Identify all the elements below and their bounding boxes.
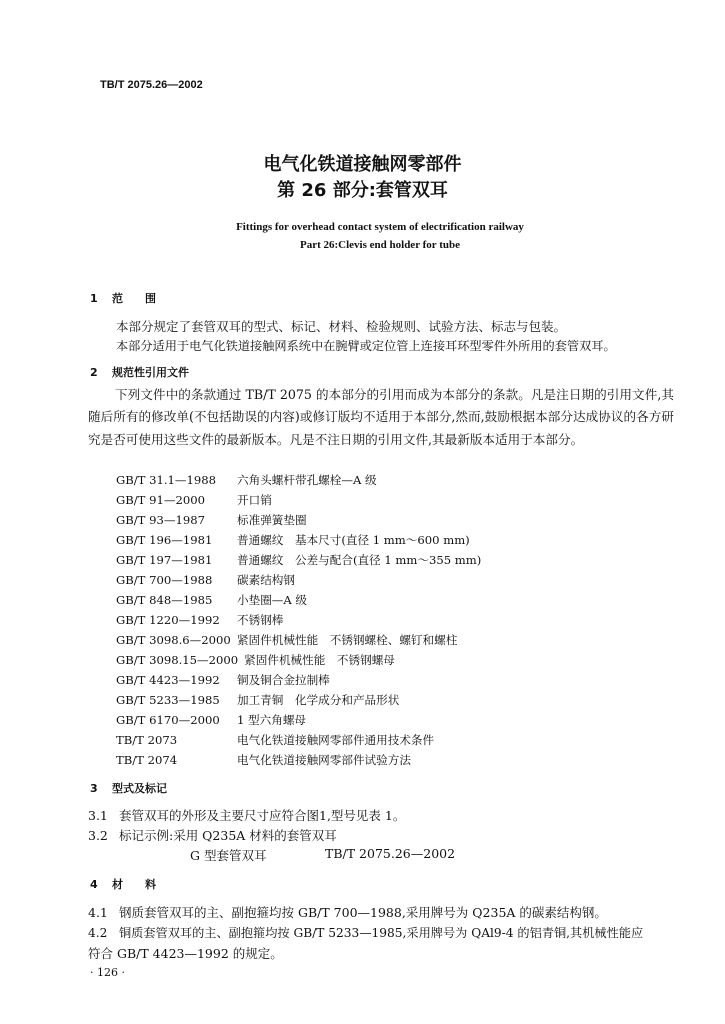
reference-item xyxy=(116,692,399,708)
section-number: 3 xyxy=(90,782,98,795)
reference-title: 电气化铁道接触网零部件试验方法 xyxy=(237,753,411,767)
section-2-paragraph: 下列文件中的条款通过 TB/T 2075 的本部分的引用而成为本部分的条款。凡是注日期的引用文件,其随后所有的修改单(不包括勘误的内容)或修订版均不适用于本部分,然而,鼓励根据本部分达成协议的各方研究是否可使用这些文件的最新版本。凡是不注日期的引用文件,其最新版本适用于本部分。 xyxy=(88,387,674,447)
reference-item xyxy=(116,592,307,608)
reference-code: GB/T 3098.15—2000 xyxy=(116,653,239,667)
reference-title: 铜及铜合金拉制棒 xyxy=(237,673,330,687)
reference-code: GB/T 5233—1985 xyxy=(116,693,220,707)
section-3-heading xyxy=(90,780,167,796)
reference-item xyxy=(116,652,395,668)
section-1-paragraph-1: 本部分规定了套管双耳的型式、标记、材料、检验规则、试验方法、标志与包装。 xyxy=(116,319,567,334)
reference-item xyxy=(116,552,481,568)
clause-3-1 xyxy=(88,806,405,824)
reference-title: 开口销 xyxy=(237,493,272,507)
reference-code: GB/T 197—1981 xyxy=(116,553,213,567)
clause-4-2-continuation: 符合 GB/T 4423—1992 的规定。 xyxy=(88,946,283,961)
title-chinese-line1: 电气化铁道接触网零部件 xyxy=(263,154,462,175)
marking-example-code: TB/T 2075.26—2002 xyxy=(325,846,456,861)
standard-code: TB/T 2075.26—2002 xyxy=(100,79,203,91)
reference-title: 小垫圈—A 级 xyxy=(237,593,308,607)
reference-item xyxy=(116,572,295,588)
section-number: 2 xyxy=(90,366,98,379)
section-title: 范 围 xyxy=(112,292,156,305)
reference-item xyxy=(116,632,457,648)
reference-code: GB/T 196—1981 xyxy=(116,533,213,547)
reference-code: GB/T 3098.6—2000 xyxy=(116,633,231,647)
section-title: 材 料 xyxy=(112,878,156,891)
clause-number: 3.2 xyxy=(88,828,108,843)
page-number: · 126 · xyxy=(90,966,125,979)
reference-title: 普通螺纹 公差与配合(直径 1 mm～355 mm) xyxy=(237,553,482,567)
reference-title: 紧固件机械性能 不锈钢螺栓、螺钉和螺柱 xyxy=(237,633,458,647)
reference-item xyxy=(116,672,330,688)
clause-number: 3.1 xyxy=(88,808,108,823)
reference-code: GB/T 4423—1992 xyxy=(116,673,220,687)
reference-code: GB/T 93—1987 xyxy=(116,513,205,527)
clause-3-2 xyxy=(88,826,337,844)
clause-number: 4.2 xyxy=(88,926,108,940)
section-number: 1 xyxy=(90,292,98,305)
reference-code: GB/T 1220—1992 xyxy=(116,613,220,627)
section-title: 型式及标记 xyxy=(112,782,167,795)
reference-code: GB/T 700—1988 xyxy=(116,573,213,587)
reference-title: 碳素结构钢 xyxy=(237,573,295,587)
reference-title: 标准弹簧垫圈 xyxy=(237,513,307,527)
reference-item xyxy=(116,492,272,508)
reference-title: 加工青铜 化学成分和产品形状 xyxy=(237,693,400,707)
reference-item xyxy=(116,472,377,488)
clause-4-2 xyxy=(88,924,643,941)
clause-text: 标记示例:采用 Q235A 材料的套管双耳 xyxy=(119,828,337,843)
reference-title: 不锈钢棒 xyxy=(237,613,284,627)
marking-example-name: G 型套管双耳 xyxy=(190,848,267,863)
section-4-heading xyxy=(90,876,156,892)
reference-code: GB/T 848—1985 xyxy=(116,593,213,607)
reference-title: 普通螺纹 基本尺寸(直径 1 mm～600 mm) xyxy=(237,533,470,547)
reference-item xyxy=(116,732,434,748)
reference-code: GB/T 31.1—1988 xyxy=(116,473,217,487)
reference-code: TB/T 2074 xyxy=(116,753,178,767)
reference-title: 电气化铁道接触网零部件通用技术条件 xyxy=(237,733,435,747)
section-1-heading xyxy=(90,290,156,306)
clause-text: 套管双耳的外形及主要尺寸应符合图1,型号见表 1。 xyxy=(119,808,406,823)
reference-item xyxy=(116,612,283,628)
reference-title: 1 型六角螺母 xyxy=(237,713,307,727)
title-english-line2: Part 26:Clevis end holder for tube xyxy=(300,239,460,251)
section-title: 规范性引用文件 xyxy=(112,366,189,379)
reference-item xyxy=(116,752,411,768)
reference-code: TB/T 2073 xyxy=(116,733,178,747)
reference-item xyxy=(116,712,306,728)
clause-4-1 xyxy=(88,903,607,921)
section-1-paragraph-2: 本部分适用于电气化铁道接触网系统中在腕臂或定位管上连接耳环型零件外所用的套管双耳。 xyxy=(116,339,616,353)
title-english-line1: Fittings for overhead contact system of electrification railway xyxy=(236,221,524,233)
reference-code: GB/T 91—2000 xyxy=(116,493,205,507)
clause-text: 钢质套管双耳的主、副抱箍均按 GB/T 700—1988,采用牌号为 Q235A 的碳素结构钢。 xyxy=(119,905,607,920)
clause-text: 铜质套管双耳的主、副抱箍均按 GB/T 5233—1985,采用牌号为 QAl9-4 的铝青铜,其机械性能应 xyxy=(119,926,644,940)
reference-code: GB/T 6170—2000 xyxy=(116,713,220,727)
reference-item xyxy=(116,532,470,548)
section-number: 4 xyxy=(90,878,98,891)
title-chinese-line2: 第 26 部分:套管双耳 xyxy=(277,180,448,201)
reference-item xyxy=(116,512,307,528)
section-2-heading xyxy=(90,364,189,380)
reference-title: 紧固件机械性能 不锈钢螺母 xyxy=(244,653,395,667)
clause-number: 4.1 xyxy=(88,905,108,920)
reference-title: 六角头螺杆带孔螺栓—A 级 xyxy=(237,473,377,487)
